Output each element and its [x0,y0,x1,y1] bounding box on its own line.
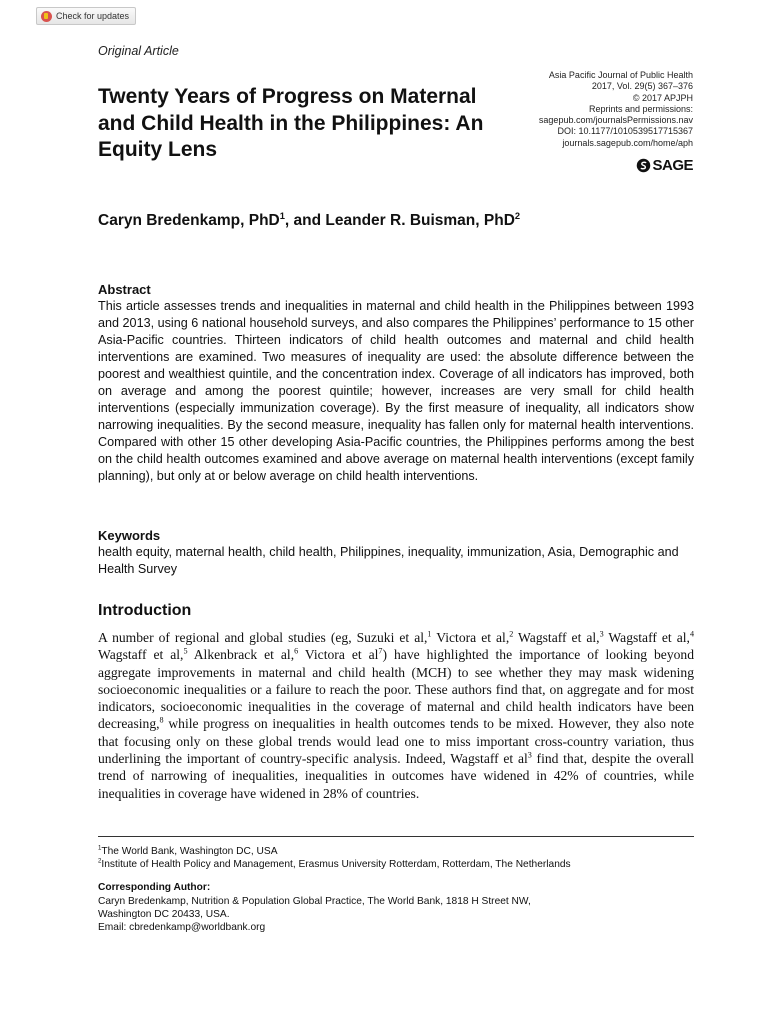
intro-text: Wagstaff et al, [513,630,600,645]
affiliation-text: Institute of Health Policy and Management, Erasmus University Rotterdam, Rotterdam, The Netherlands [101,859,571,871]
intro-text: find that, despite the overall trend of narrowing of inequalities, inequalities in outcomes have widened in 42% of countries, while inequalities in coverage have widened in 28% of countries. [98,751,694,801]
author-1-affiliation: 1 [279,210,285,221]
corresponding-author-heading: Corresponding Author: [98,882,211,893]
keywords-text: health equity, maternal health, child health, Philippines, inequality, immunization, Asia, Demographic and Health Survey [98,545,679,576]
journal-copyright: © 2017 APJPH [632,92,693,103]
affiliation-text: The World Bank, Washington DC, USA [101,846,278,857]
footnote-divider [98,836,694,837]
affiliation-2 [98,858,694,871]
keywords-heading: Keywords [98,528,161,543]
intro-text: Wagstaff et al, [98,647,184,663]
introduction-heading: Introduction [98,602,192,619]
introduction-paragraph [98,629,694,802]
affiliation-marker: 1 [98,844,102,852]
intro-text: while progress on inequalities in health outcomes tends to be mixed. However, they also note that focusing only on these global trends would lead one to miss important cross-country variation, thus underlining the important of country-specific analysis. Indeed, Wagstaff et al [98,716,694,767]
author-1: Caryn Bredenkamp, PhD [98,212,280,229]
citation-ref[interactable]: 8 [159,715,164,725]
citation-ref[interactable]: 4 [689,629,695,639]
intro-text: Wagstaff et al, [603,630,690,645]
corresponding-city: Washington DC 20433, USA. [98,909,230,921]
intro-text: ) have highlighted the importance of looking beyond aggregate improvements in maternal and child health (MCH) to see whether they may mask widening socioeconomic inequalities or a failure to reach the poor. These authors find that, on aggregate and for most indicators, socioeconomic inequalities in the coverage of maternal and child health indicators have been decreasing, [98,647,695,732]
citation-ref[interactable]: 6 [294,646,299,656]
author-2-affiliation: 2 [514,210,521,221]
journal-name: Asia Pacific Journal of Public Health [548,70,693,80]
sage-logo-icon [636,158,651,173]
journal-permissions-link[interactable]: sagepub.com/journalsPermissions.nav [538,115,693,126]
journal-volume: 2017, Vol. 29(5) 367–376 [591,81,693,92]
affiliations [98,845,694,871]
citation-ref[interactable]: 1 [427,629,432,639]
article-type: Original Article [98,44,179,58]
journal-reprints: Reprints and permissions: [588,103,693,114]
intro-text: A number of regional and global studies (eg, Suzuki et al, [98,630,428,645]
corresponding-address: Caryn Bredenkamp, Nutrition & Population Global Practice, The World Bank, 1818 H Street NW, [98,896,531,907]
publisher-name: SAGE [652,157,693,174]
author-joiner: , and [284,212,326,229]
intro-text: Victora et al [298,647,379,663]
journal-doi[interactable]: DOI: 10.1177/1010539517715367 [557,126,693,137]
check-for-updates-label: Check for updates [56,11,130,21]
affiliation-marker: 2 [98,857,102,865]
affiliation-1 [98,845,694,858]
publisher-logo [636,157,693,174]
intro-text: Alkenbrack et al, [187,647,295,663]
abstract-text: This article assesses trends and inequalities in maternal and child health in the Philippines between 1993 and 2013, using 6 national household surveys, and also compares the Philippines’ performance to 15 other Asia-Pacific countries. Thirteen indicators of child health outcomes and maternal and child health interventions are examined. Two measures of inequality are used: the absolute difference between the poorest and wealthiest quintile, and the concentration index. Coverage of all indicators has improved, both on average and among the poorest quintile; however, increases are very small for child health interventions (especially immunization coverage). By the first measure of inequality, all indicators show narrowing inequalities. By the second measure, inequality has fallen only for maternal health interventions. Compared with other 15 other developing Asia-Pacific countries, the Philippines performs among the best on the child health outcomes examined and above average on maternal health interventions (except family planning), but only at or below average on child health interventions. [98,299,694,483]
check-for-updates-button[interactable] [36,7,136,25]
journal-homepage-link[interactable]: journals.sagepub.com/home/aph [562,137,693,148]
corresponding-email[interactable]: Email: cbredenkamp@worldbank.org [98,922,266,934]
article-title: Twenty Years of Progress on Maternal and Child Health in the Philippines: An Equity Lens [98,85,484,161]
corresponding-author-details [98,895,694,935]
citation-ref[interactable]: 3 [527,750,532,760]
crossmark-icon [41,11,52,22]
intro-text: Victora et al, [431,630,510,645]
citation-ref[interactable]: 2 [509,629,514,639]
citation-ref[interactable]: 7 [378,646,383,656]
author-list [98,212,520,230]
abstract-heading: Abstract [98,282,151,297]
author-2: Leander R. Buisman, PhD [325,212,515,229]
journal-info [453,70,693,149]
citation-ref[interactable]: 5 [183,646,188,656]
citation-ref[interactable]: 3 [599,629,604,639]
